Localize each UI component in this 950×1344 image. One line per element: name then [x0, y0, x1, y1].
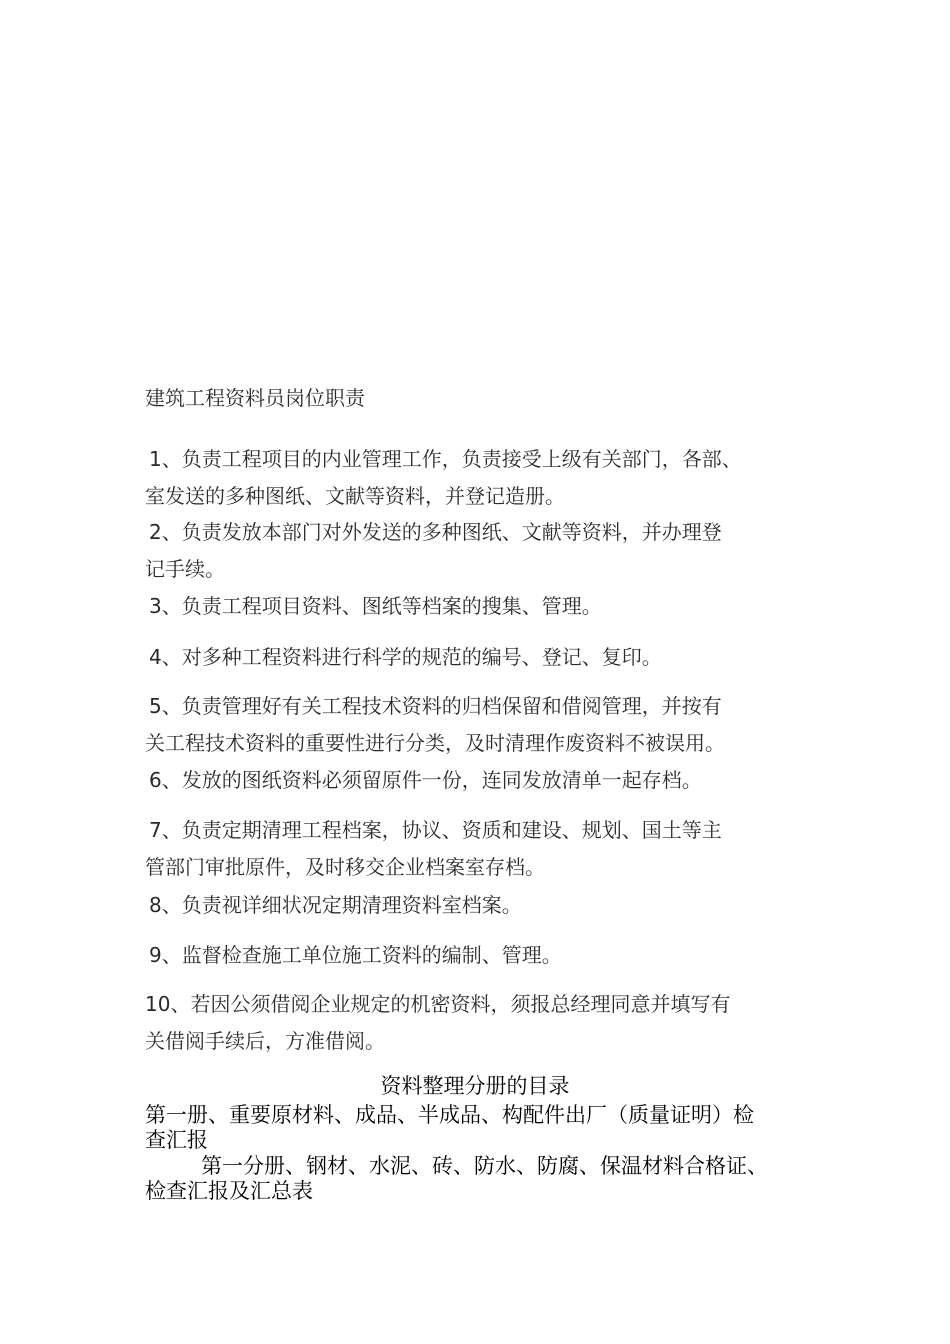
duty-item-8 — [145, 887, 825, 924]
duty-item-7-line-2: 管部门审批原件，及时移交企业档案室存档。 — [145, 855, 545, 879]
duty-item-5-line-2: 关工程技术资料的重要性进行分类，及时清理作废资料不被误用。 — [145, 731, 725, 755]
toc-subvolume-1-line-2: 检查汇报及汇总表 — [145, 1179, 313, 1203]
duty-item-2-line-2: 记手续。 — [145, 557, 225, 581]
toc-subvolume-1-line-1: 第一分册、钢材、水泥、砖、防水、防腐、保温材料合格证、 — [201, 1154, 768, 1178]
duty-item-2-line-1: 2、负责发放本部门对外发送的多种图纸、文献等资料，并办理登 — [149, 520, 722, 544]
duty-item-2 — [145, 514, 825, 588]
document-title: 建筑工程资料员岗位职责 — [145, 386, 365, 410]
duty-item-10-line-1: 10、若因公须借阅企业规定的机密资料，须报总经理同意并填写有 — [145, 992, 731, 1016]
toc-volume-1-line-1: 第一册、重要原材料、成品、半成品、构配件出厂（质量证明）检 — [145, 1103, 754, 1127]
duty-item-4 — [145, 639, 825, 676]
toc-volume-1-line-2: 查汇报 — [145, 1128, 208, 1152]
duty-item-7-line-1: 7、负责定期清理工程档案，协议、资质和建设、规划、国土等主 — [149, 818, 722, 842]
duty-item-9-line-1: 9、监督检查施工单位施工资料的编制、管理。 — [149, 943, 562, 967]
duty-item-3 — [145, 588, 825, 625]
duty-item-6 — [145, 762, 825, 799]
toc-title: 资料整理分册的目录 — [380, 1074, 570, 1098]
duty-item-4-line-1: 4、对多种工程资料进行科学的规范的编号、登记、复印。 — [149, 645, 662, 669]
duty-item-5 — [145, 688, 825, 762]
duty-item-8-line-1: 8、负责视详细状况定期清理资料室档案。 — [149, 893, 522, 917]
duty-item-10-line-2: 关借阅手续后，方准借阅。 — [145, 1029, 385, 1053]
duty-item-9 — [145, 937, 825, 974]
duty-item-1-line-2: 室发送的多种图纸、文献等资料，并登记造册。 — [145, 484, 565, 508]
duty-item-1 — [145, 441, 825, 515]
duty-item-5-line-1: 5、负责管理好有关工程技术资料的归档保留和借阅管理，并按有 — [149, 694, 722, 718]
duty-item-7 — [145, 812, 825, 886]
duty-item-1-line-1: 1、负责工程项目的内业管理工作，负责接受上级有关部门，各部、 — [149, 447, 742, 471]
duty-item-6-line-1: 6、发放的图纸资料必须留原件一份，连同发放清单一起存档。 — [149, 768, 702, 792]
duty-item-10 — [145, 986, 825, 1060]
duty-item-3-line-1: 3、负责工程项目资料、图纸等档案的搜集、管理。 — [149, 594, 602, 618]
